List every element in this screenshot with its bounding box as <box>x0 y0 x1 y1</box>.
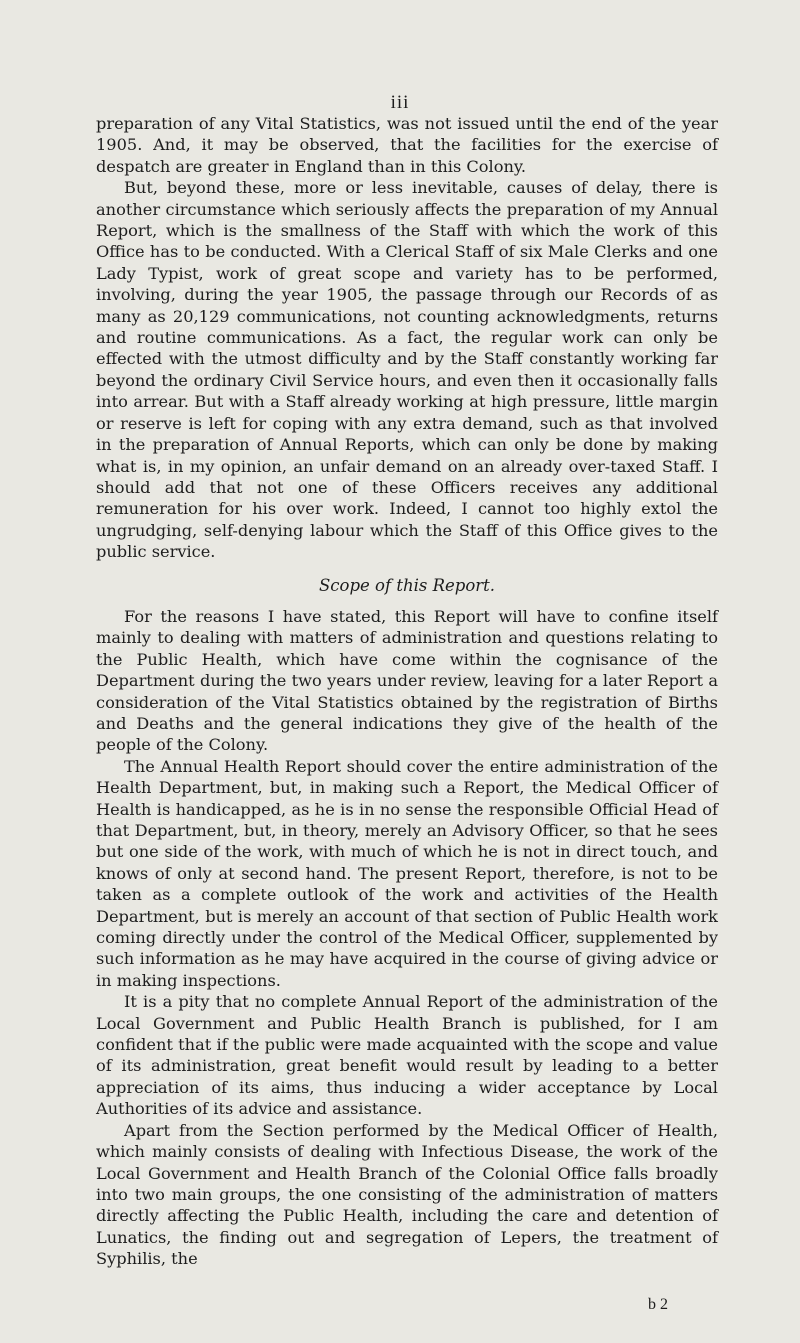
paragraph: The Annual Health Report should cover the entire administration of the Health Department, but, in making such a Report, the Medical Officer of Health is handicapped, as he is in no sense the responsible Official Head of that Department, but, in theory, merely an Advisory Officer, so that he sees but one side of the work, with much of which he is not in direct touch, and knows of only at second hand. The present Report, therefore, is not to be taken as a complete outlook of the work and activities of the Health Department, but is merely an account of that section of Public Health work coming directly under the control of the Medical Officer, supplemented by such information as he may have acquired in the course of giving advice or in making inspections. <box>96 756 718 990</box>
paragraph: But, beyond these, more or less inevitable, causes of delay, there is another circumstance which seriously affects the preparation of my Annual Report, which is the smallness of the Staff with which the work of this Office has to be conducted. With a Clerical Staff of six Male Clerks and one Lady Typist, work of great scope and variety has to be performed, involving, during the year 1905, the passage through our Records of as many as 20,129 communications, not counting acknowledgments, returns and routine communications. As a fact, the regular work can only be effected with the utmost difficulty and by the Staff constantly working far beyond the ordinary Civil Service hours, and even then it occasionally falls into arrear. But with a Staff already working at high pressure, little margin or reserve is left for coping with any extra demand, such as that involved in the preparation of Annual Reports, which can only be done by making what is, in my opinion, an unfair demand on an already over-taxed Staff. I should add that not one of these Officers receives any additional remuneration for his over work. Indeed, I cannot too highly extol the ungrudging, self-denying labour which the Staff of this Office gives to the public service. <box>96 178 718 562</box>
paragraph: It is a pity that no complete Annual Report of the administration of the Local Government and Public Health Branch is published, for I am confident that if the public were made acquainted with the scope and value of its administration, great benefit would result by leading to a better appreciation of its aims, thus inducing a wider acceptance by Local Authorities of its advice and assistance. <box>96 992 718 1119</box>
signature-mark: b 2 <box>648 1296 668 1313</box>
page-number: iii <box>390 92 410 113</box>
paragraph: For the reasons I have stated, this Report will have to confine itself mainly to dealing with matters of administration and questions relating to the Public Health, which have come within the cognisance of the Department during the two years under review, leaving for a later Report a consideration of the Vital Statistics obtained by the registration of Births and Deaths and the general indications they give of the health of the people of the Colony. <box>96 606 718 755</box>
body-text <box>96 113 718 1270</box>
section-heading: Scope of this Report. <box>318 575 496 595</box>
paragraph: Apart from the Section performed by the Medical Officer of Health, which mainly consists of dealing with Infectious Disease, the work of the Local Government and Health Branch of the Colonial Office falls broadly into two main groups, the one consisting of the administration of matters directly affecting the Public Health, including the care and detention of Lunatics, the finding out and segregation of Lepers, the treatment of Syphilis, the <box>96 1120 718 1269</box>
paragraph: preparation of any Vital Statistics, was not issued until the end of the year 1905. And, it may be observed, that the facilities for the exercise of despatch are greater in England than in this Colony. <box>96 114 718 176</box>
